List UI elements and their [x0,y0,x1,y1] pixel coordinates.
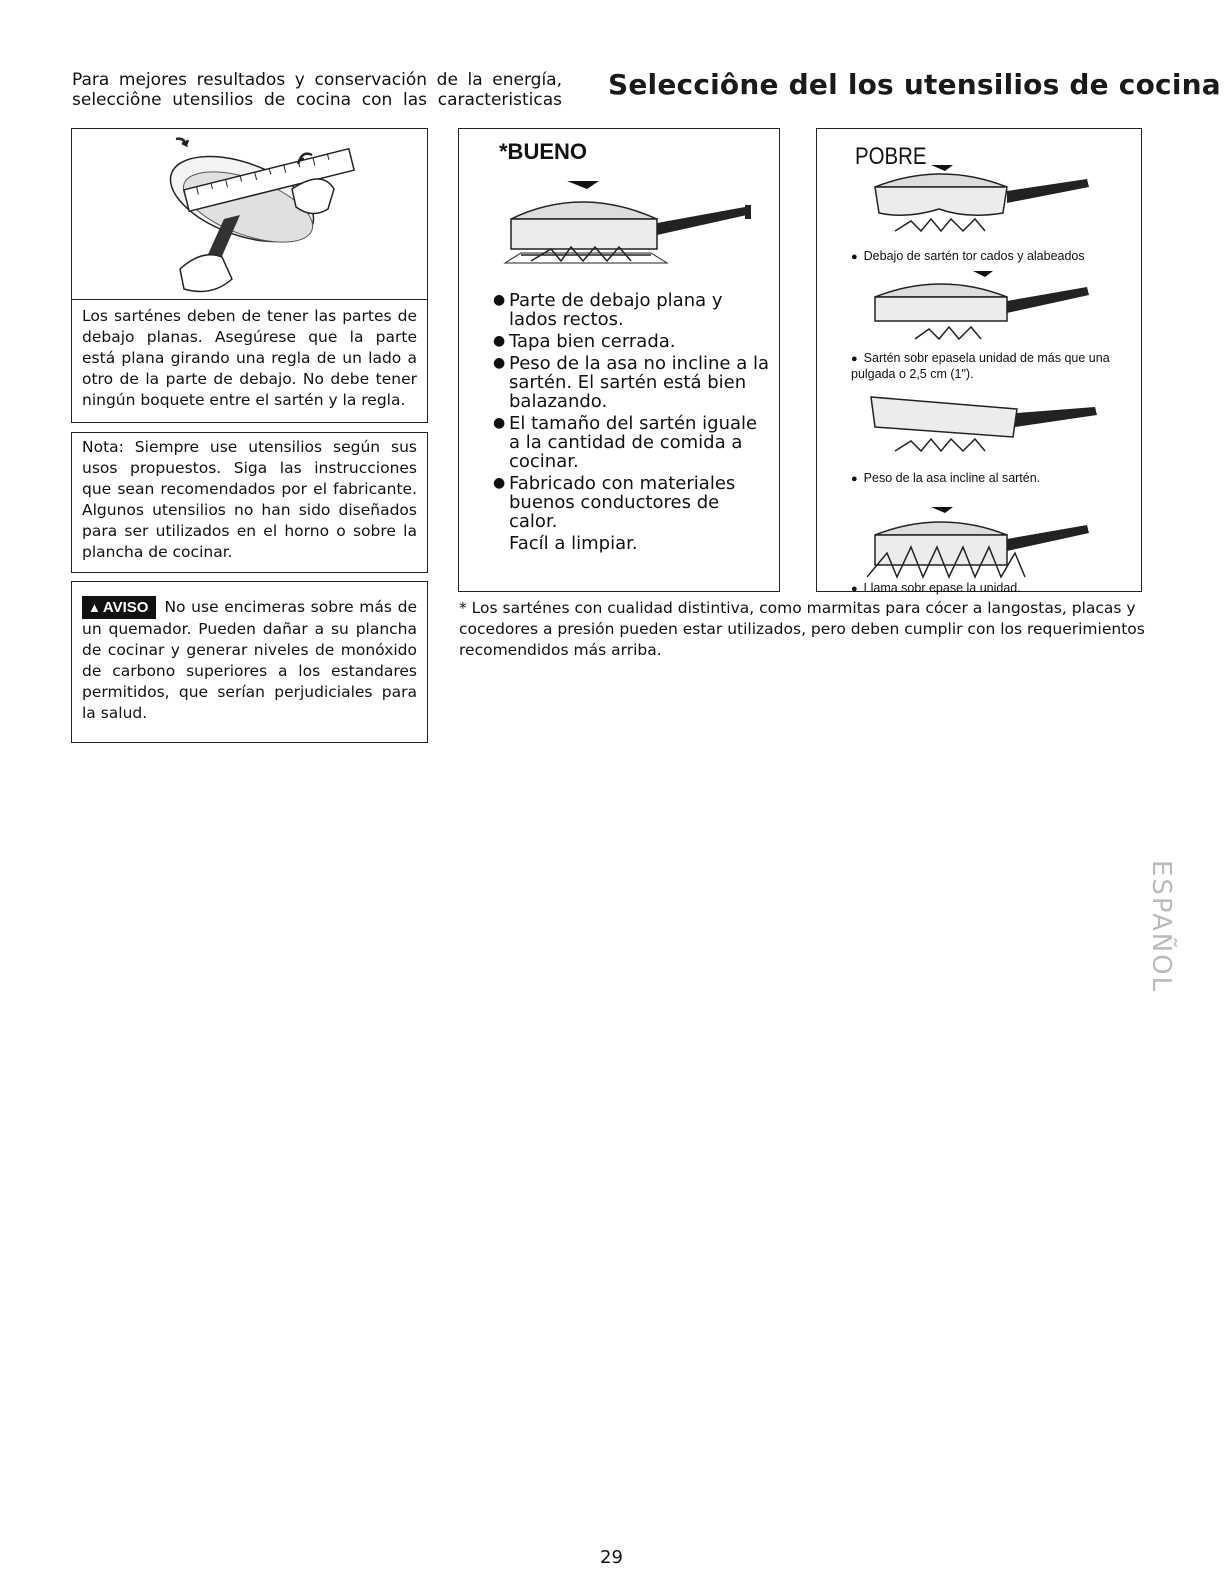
poor-item-text: Llama sobr epase la unidad. [863,581,1021,595]
bullet-icon: ● [493,415,506,431]
good-feature-item [493,291,773,329]
good-feature-extra-text: Facíl a limpiar. [509,533,638,554]
good-feature-text: Tapa bien cerrada. [509,331,676,352]
good-feature-text: Fabricado con materiales buenos conductores de calor. [509,473,736,532]
good-feature-item [493,354,773,411]
bullet-icon: ● [493,333,506,349]
poor-item-text: Peso de la asa incline al sartén. [863,471,1041,485]
good-pans-box [458,128,780,592]
bullet-icon: ● [493,292,506,308]
note-box [71,432,428,573]
ruler-illustration [72,129,427,300]
poor-pan-illustration-1 [867,161,1107,235]
good-pan-illustration [491,175,761,265]
poor-pan-illustration-2 [867,269,1107,343]
poor-title: POBRE [855,143,927,170]
good-title: *BUENO [499,139,588,164]
good-feature-text: Peso de la asa no incline a la sartén. El sartén está bien balazando. [509,353,769,412]
bullet-icon: ● [851,583,858,595]
good-feature-item [493,414,773,471]
intro-line-2: selecciône utensilios de cocina con las caracteristicas [72,90,562,110]
poor-pan-illustration-3 [867,387,1107,457]
warning-label: AVISO [102,599,149,616]
page-number: 29 [600,1547,623,1568]
footnote: * Los sarténes con cualidad distintiva, como marmitas para cócer a langostas, placas y cocedores a presión pueden estar utilizados, pero deben cumplir con los requerimientos recomendidos más arriba. [459,599,1145,659]
intro-line-1: Para mejores resultados y conservación de la energía, [72,70,562,90]
pan-ruler-illustration [72,129,426,297]
poor-pan-illustration-4 [867,503,1107,581]
bullet-icon: ● [493,475,506,491]
page-title: Selecciône del los utensilios de cocina [608,68,1221,101]
good-feature-item [493,332,773,351]
intro-text [72,70,562,110]
warning-box [71,581,428,743]
language-side-label: ESPAÑOL [1146,860,1176,994]
good-feature-extra [493,534,773,553]
warning-triangle-icon: ▲ [88,600,101,615]
good-feature-item [493,474,773,531]
ruler-box-text: Los sarténes deben de tener las partes de debajo planas. Asegúrese que la parte está plana girando una regla de un lado a otro de la parte de debajo. No debe tener ningún boquete entre el sartén y la regla. [82,307,417,409]
poor-item-text: Debajo de sartén tor cados y alabeados [863,249,1085,263]
warning-content [72,582,427,724]
warning-badge [82,596,156,619]
ruler-box [71,128,428,423]
warning-text: No use encimeras sobre más de un quemador. Pueden dañar a su plancha de cocinar y generar niveles de monóxido de carbono superiores a los estandares permitidos, que serían perjudiciales para la salud. [82,598,417,722]
bullet-icon: ● [851,251,858,263]
good-feature-text: Parte de debajo plana y lados rectos. [509,290,723,330]
bullet-icon: ● [851,353,858,365]
note-text: Nota: Siempre use utensilios según sus usos propuestos. Siga las instrucciones que sean recomendados por el fabricante. Algunos utensilios no han sido diseñados para ser utilizados en el horno o sobre la plancha de cocinar. [82,438,417,561]
poor-pans-box [816,128,1142,595]
good-features-list [493,291,773,556]
bullet-icon: ● [493,355,506,371]
poor-item-2 [851,351,1131,382]
poor-item-3 [851,471,1131,487]
good-feature-text: El tamaño del sartén iguale a la cantidad de comida a cocinar. [509,413,758,472]
poor-item-text: Sartén sobr epasela unidad de más que una pulgada o 2,5 cm (1"). [851,351,1110,381]
bullet-icon: ● [851,473,858,485]
poor-item-4 [851,581,1131,597]
poor-item-1 [851,249,1131,265]
